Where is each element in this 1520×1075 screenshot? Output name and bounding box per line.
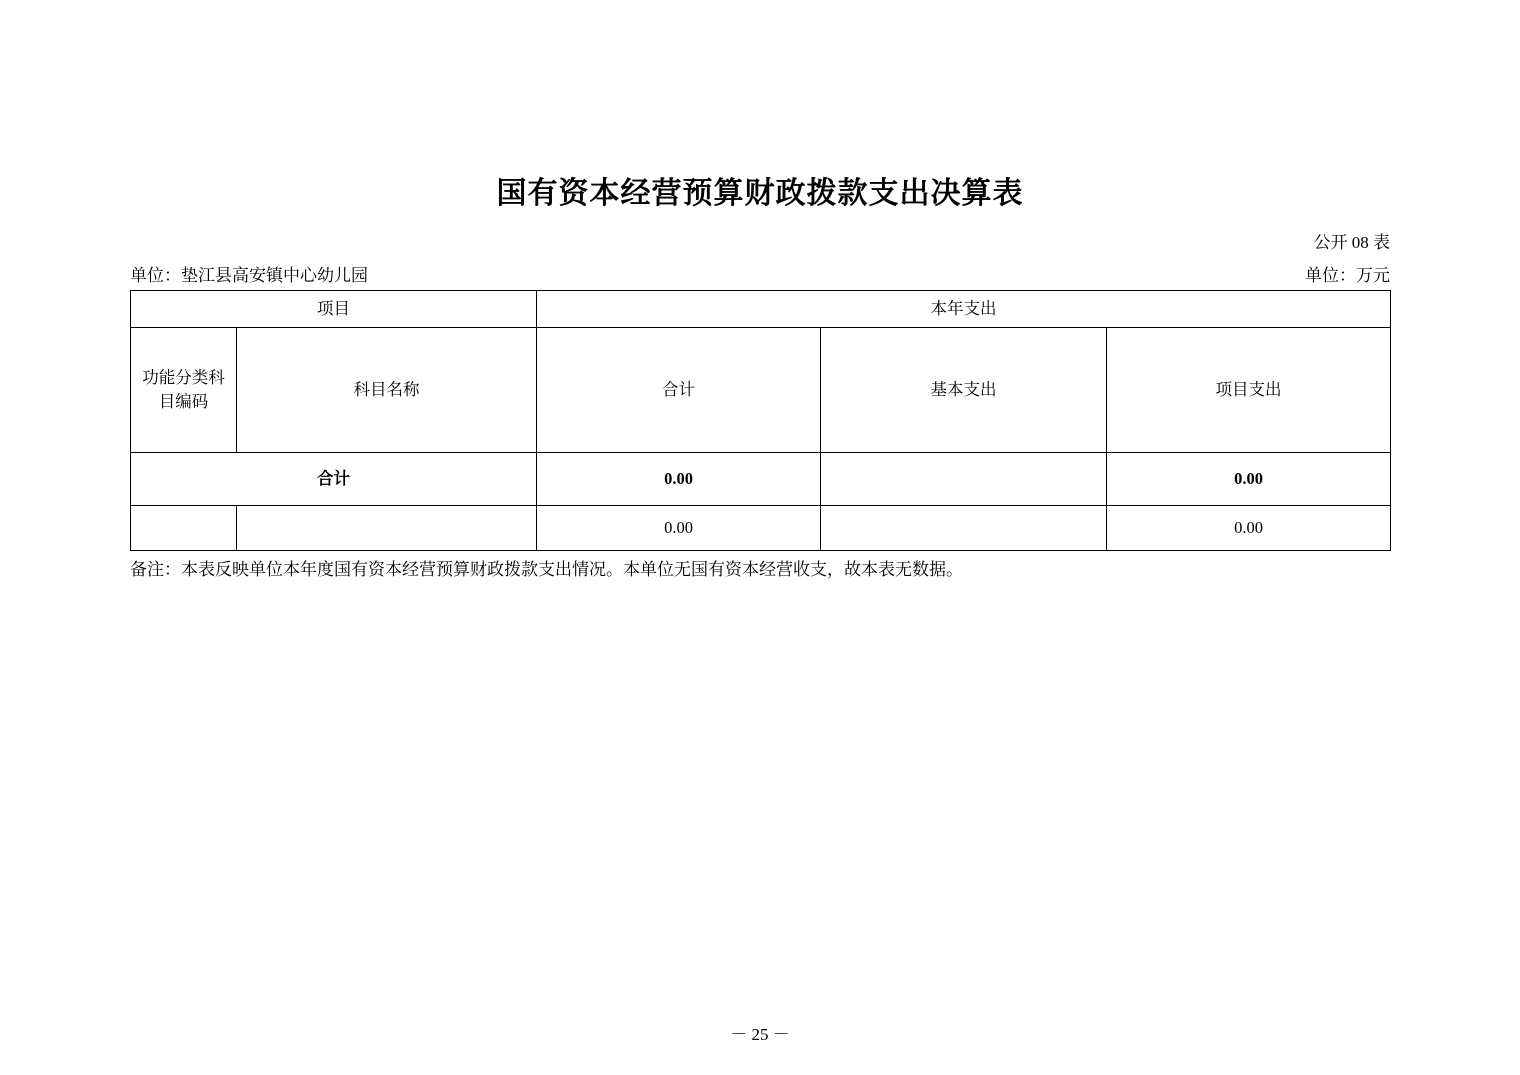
unit-name-label: 单位：垫江县高安镇中心幼儿园 (130, 266, 368, 285)
column-header-subject-name: 科目名称 (237, 328, 537, 453)
row-name (237, 506, 537, 551)
column-header-basic-expenditure: 基本支出 (821, 328, 1107, 453)
amount-unit-label: 单位：万元 (1305, 266, 1390, 285)
page-title: 国有资本经营预算财政拨款支出决算表 (496, 177, 1024, 210)
table-group-header-row (131, 291, 1391, 328)
column-header-function-code-line2: 目编码 (158, 392, 209, 411)
column-header-function-code (131, 328, 237, 453)
column-header-function-code-line1: 功能分类科 (142, 368, 225, 388)
table-row (131, 506, 1391, 551)
group-header-project: 项目 (131, 291, 537, 328)
form-code-label: 公开 08 表 (1313, 233, 1390, 252)
row-total-label: 合计 (131, 453, 537, 506)
table-remark: 备注：本表反映单位本年度国有资本经营预算财政拨款支出情况。本单位无国有资本经营收支，故本表无数据。 (130, 560, 963, 579)
row-total-value-project: 0.00 (1107, 453, 1391, 506)
row-total-value-total: 0.00 (537, 453, 821, 506)
table-row (131, 453, 1391, 506)
table-column-header-row (131, 328, 1391, 453)
page-number: － 25 － (730, 1025, 790, 1044)
row-value-total: 0.00 (537, 506, 821, 551)
row-total-value-basic (821, 453, 1107, 506)
row-code (131, 506, 237, 551)
row-value-project: 0.00 (1107, 506, 1391, 551)
budget-expenditure-table (130, 290, 1391, 551)
column-header-total: 合计 (537, 328, 821, 453)
column-header-project-expenditure: 项目支出 (1107, 328, 1391, 453)
row-value-basic (821, 506, 1107, 551)
group-header-current-year: 本年支出 (537, 291, 1391, 328)
